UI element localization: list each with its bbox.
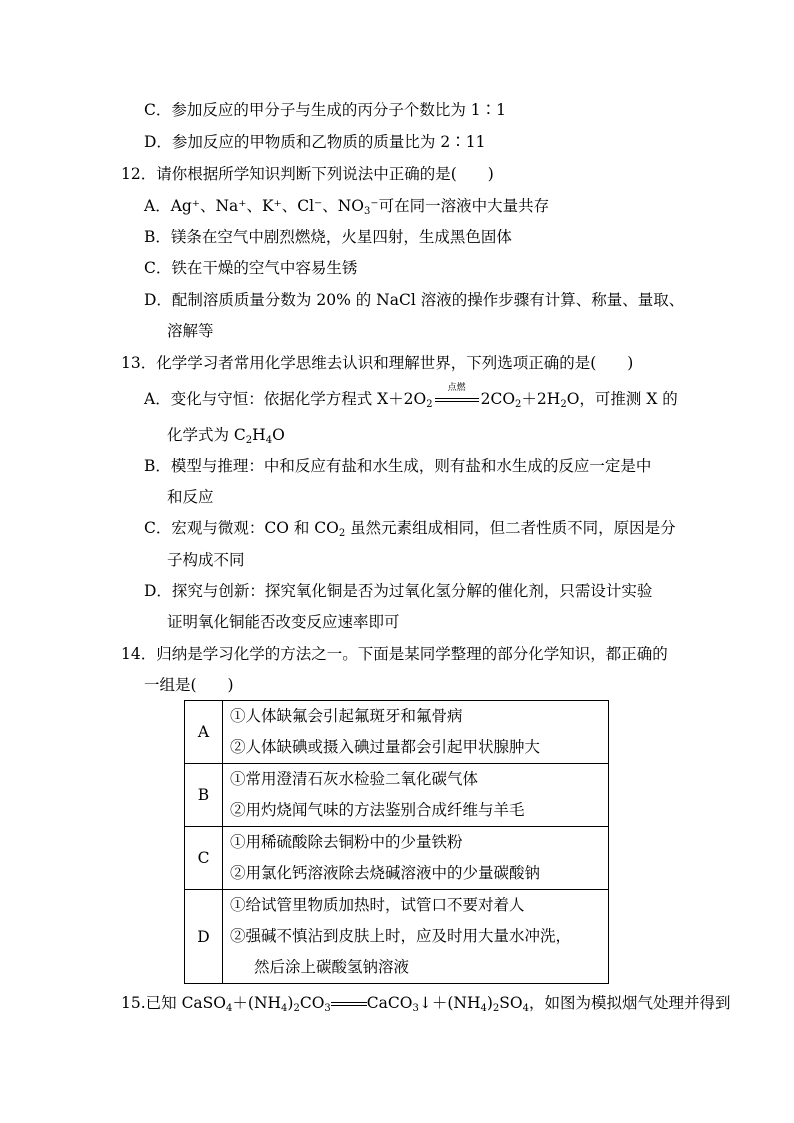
list-item: ①用稀硫酸除去铜粉中的少量铁粉 xyxy=(230,833,463,851)
row-key: D xyxy=(185,890,223,984)
q13-option-d-line2: 证明氧化铜能否改变反应速率即可 xyxy=(167,613,400,631)
row-key: B xyxy=(185,764,223,827)
list-item: ②强碱不慎沾到皮肤上时，应及时用大量水冲洗， xyxy=(230,927,572,945)
q12-option-c: C．铁在干燥的空气中容易生锈 xyxy=(144,259,358,277)
q13-stem: 13．化学学习者常用化学思维去认识和理解世界，下列选项正确的是( ) xyxy=(121,354,634,372)
q12-option-d-line2: 溶解等 xyxy=(167,322,214,340)
q13-option-d-line1: D．探究与创新：探究氧化铜是否为过氧化氢分解的催化剂，只需设计实验 xyxy=(144,582,653,600)
q14-options-table xyxy=(184,700,609,984)
list-item: 然后涂上碳酸氢钠溶液 xyxy=(254,958,410,976)
table-row xyxy=(185,890,609,984)
row-key: A xyxy=(185,701,223,764)
q13-option-b-line2: 和反应 xyxy=(167,488,214,506)
reaction-condition-equals: 点燃 xyxy=(435,390,479,410)
q14-stem-line1: 14．归纳是学习化学的方法之一。下面是某同学整理的部分化学知识，都正确的 xyxy=(121,645,668,663)
list-item: ①人体缺氟会引起氟斑牙和氟骨病 xyxy=(230,707,463,725)
list-item: ②用灼烧闻气味的方法鉴别合成纤维与羊毛 xyxy=(230,801,525,819)
table-row xyxy=(185,764,609,827)
q12-option-b: B．镁条在空气中剧烈燃烧，火星四射，生成黑色固体 xyxy=(144,228,512,246)
table-row xyxy=(185,701,609,764)
row-key: C xyxy=(185,827,223,890)
q12-stem: 12．请你根据所学知识判断下列说法中正确的是( ) xyxy=(121,165,494,183)
q15-stem: 15.已知 $CaSO_4+(NH_4)_2CO_3$ $CaCO_3↓+(NH_4)_2SO_4$，如图为模拟烟气处理并得到 xyxy=(121,994,731,1014)
q13-option-c-line2: 子构成不同 xyxy=(167,551,245,569)
list-item: ①常用澄清石灰水检验二氧化碳气体 xyxy=(230,770,479,788)
ratio-symbol: ∶ xyxy=(480,101,497,119)
q13-option-b-line1: B．模型与推理：中和反应有盐和水生成，则有盐和水生成的反应一定是中 xyxy=(144,457,652,475)
q13-option-a-line1: A．变化与守恒：依据化学方程式 $X+2O_2$ 点燃 $2CO_2+2H_2O$，可推测 X 的 xyxy=(144,383,678,410)
list-item: ②人体缺碘或摄入碘过量都会引起甲状腺肿大 xyxy=(230,738,541,756)
ratio-symbol: ∶ xyxy=(450,133,466,151)
q13-option-c-line1: C．宏观与微观：CO 和 $CO_2$ 虽然元素组成相同，但二者性质不同，原因是分 xyxy=(144,519,676,539)
q12-option-d-line1: D．配制溶质质量分数为 20% 的 NaCl 溶液的操作步骤有计算、称量、量取、 xyxy=(144,291,685,309)
q12-option-a: A．Ag⁺、Na⁺、K⁺、Cl⁻、$NO_3^-$可在同一溶液中大量共存 xyxy=(144,197,550,217)
q13-option-a-line2: 化学式为 $C_2H_4O$ xyxy=(167,426,285,446)
q11-option-d: D．参加反应的甲物质和乙物质的质量比为 2∶11 xyxy=(144,133,486,151)
list-item: ②用氯化钙溶液除去烧碱溶液中的少量碳酸钠 xyxy=(230,864,541,882)
table-row xyxy=(185,827,609,890)
equals-sign xyxy=(331,994,367,1014)
q11-option-c: C．参加反应的甲分子与生成的丙分子个数比为 1∶1 xyxy=(144,101,507,119)
q14-stem-line2: 一组是( ) xyxy=(144,676,234,694)
list-item: ①给试管里物质加热时，试管口不要对着人 xyxy=(230,896,525,914)
